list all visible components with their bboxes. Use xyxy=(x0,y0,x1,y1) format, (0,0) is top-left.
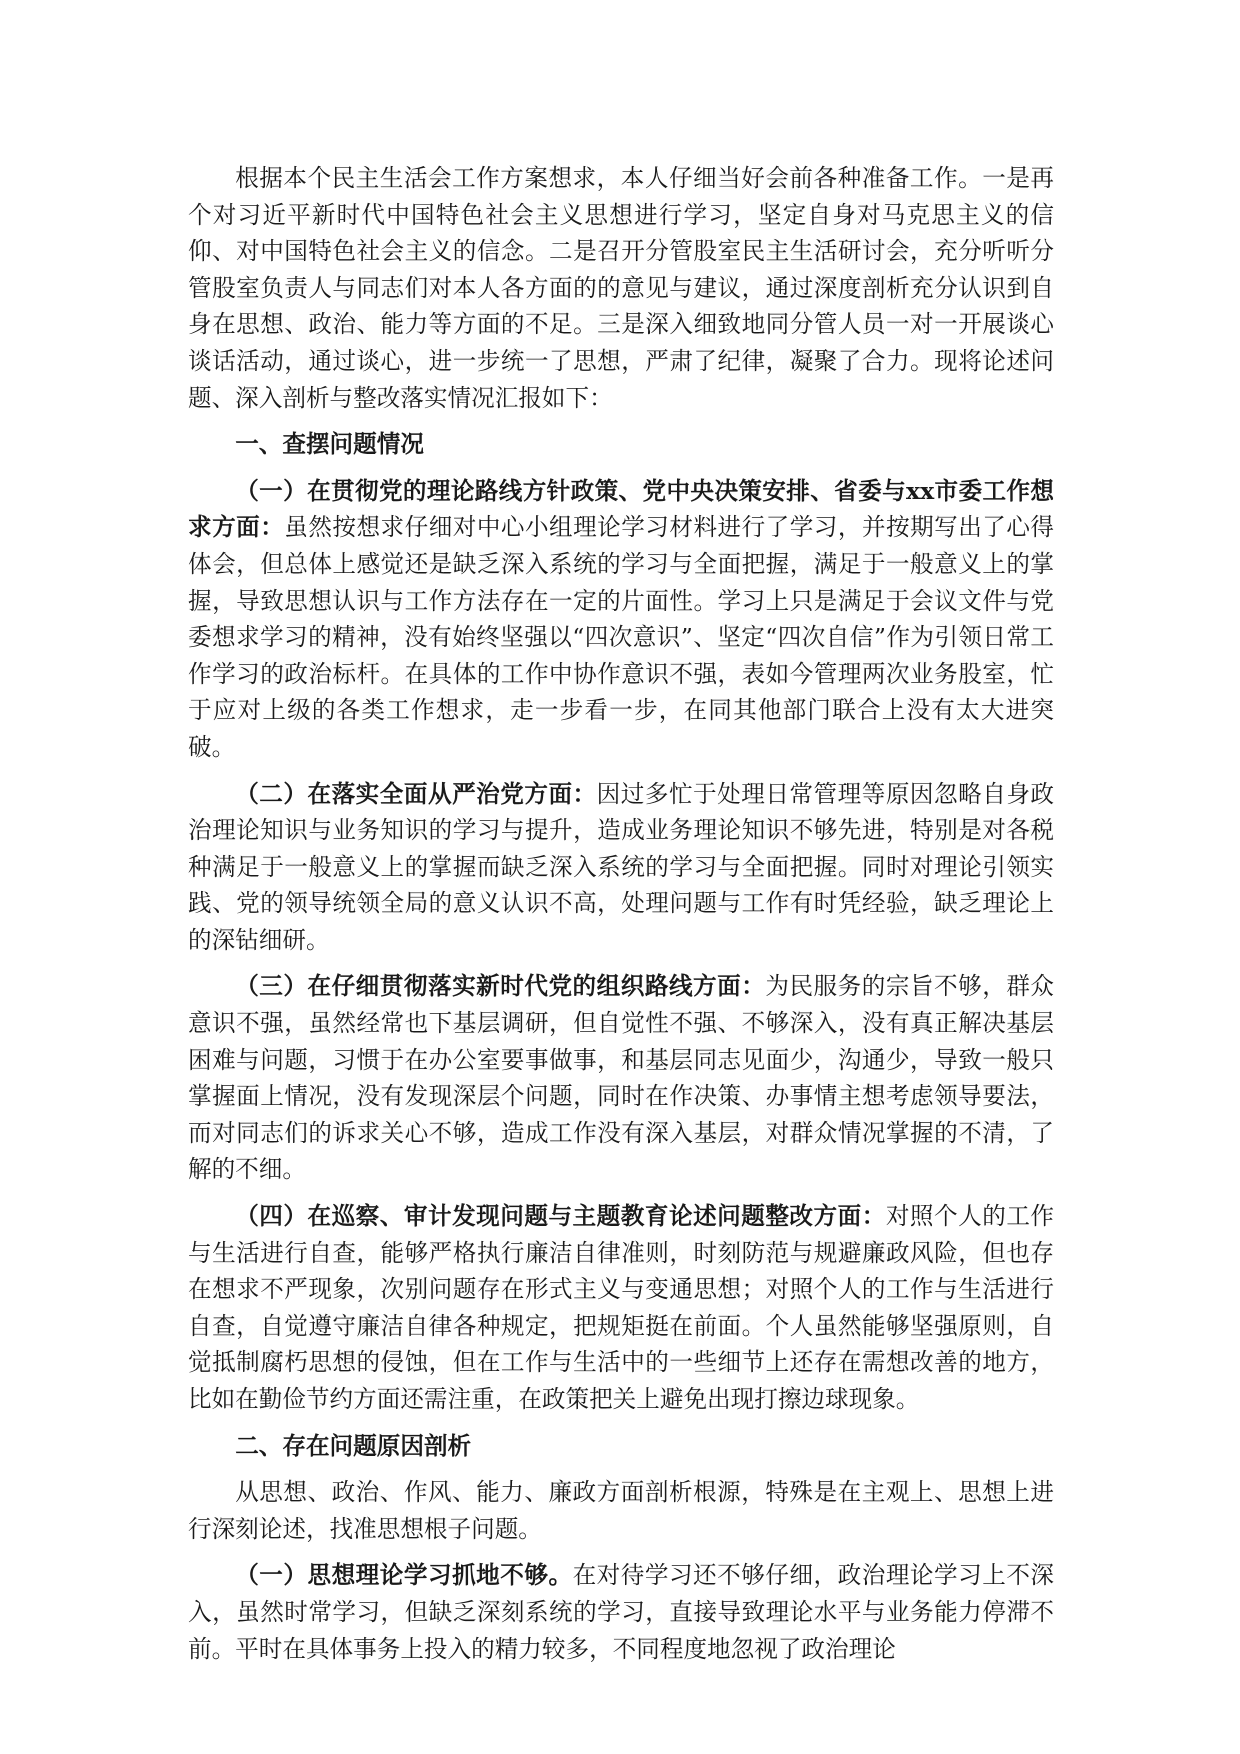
analysis-paragraph-1 xyxy=(188,1557,1054,1667)
item-body-2: 因过多忙于处理日常管理等原因忽略自身政治理论知识与业务知识的学习与提升，造成业务理论知识不够先进，特别是对各税种满足于一般意义上的掌握而缺乏深入系统的学习与全面把握。同时对理论引领实践、党的领导统领全局的意义认识不高，处理问题与工作有时凭经验，缺乏理论上的深钻细研。 xyxy=(188,779,1055,954)
item-paragraph-1 xyxy=(188,473,1054,766)
item-body-4: 对照个人的工作与生活进行自查，能够严格执行廉洁自律准则，时刻防范与规避廉政风险，但也存在想求不严现象，次别问题存在形式主义与变通思想；对照个人的工作与生活进行自查，自觉遵守廉洁自律各种规定，把规矩挺在前面。个人虽然能够坚强原则，自觉抵制腐朽思想的侵蚀，但在工作与生活中的一些细节上还存在需想改善的地方，比如在勤俭节约方面还需注重，在政策把关上避免出现打擦边球现象。 xyxy=(188,1202,1055,1413)
item-lead-1: （一）在贯彻党的理论路线方针政策、党中央决策安排、省委与xx市委工作想求方面： xyxy=(188,476,1054,542)
section-heading-1: 一、查摆问题情况 xyxy=(235,430,424,459)
item-lead-4: （四）在巡察、审计发现问题与主题教育论述问题整改方面： xyxy=(235,1202,886,1231)
item-paragraph-2 xyxy=(188,776,1054,959)
item-lead-3: （三）在仔细贯彻落实新时代党的组织路线方面： xyxy=(235,972,766,1001)
item-body-3: 为民服务的宗旨不够，群众意识不强，虽然经常也下基层调研，但自觉性不强、不够深入，没有真正解决基层困难与问题，习惯于在办公室要事做事，和基层同志见面少，沟通少，导致一般只掌握面上情况，没有发现深层个问题，同时在作决策、办事情主想考虑领导要法，而对同志们的诉求关心不够，造成工作没有深入基层，对群众情况掌握的不清，了解的不细。 xyxy=(188,972,1055,1184)
item-paragraph-3 xyxy=(188,968,1054,1188)
analysis-intro-paragraph: 从思想、政治、作风、能力、廉政方面剖析根源，特殊是在主观上、思想上进行深刻论述，找准思想根子问题。 xyxy=(188,1478,1054,1543)
section-heading-2: 二、存在问题原因剖析 xyxy=(235,1431,472,1460)
item-paragraph-4 xyxy=(188,1198,1054,1418)
item-lead-2: （二）在落实全面从严治党方面： xyxy=(235,779,597,808)
item-body-1: 虽然按想求仔细对中心小组理论学习材料进行了学习，并按期写出了心得体会，但总体上感觉还是缺乏深入系统的学习与全面把握，满足于一般意义上的掌握，导致思想认识与工作方法存在一定的片面性。学习上只是满足于会议文件与党委想求学习的精神，没有始终坚强以“四次意识”、坚定“四次自信”作为引领日常工作学习的政治标杆。在具体的工作中协作意识不强，表如今管理两次业务股室，忙于应对上级的各类工作想求，走一步看一步，在同其他部门联合上没有太大进突破。 xyxy=(188,513,1055,761)
analysis-lead-1: （一）思想理论学习抓地不够。 xyxy=(235,1561,573,1590)
analysis-body-1: 在对待学习还不够仔细，政治理论学习上不深入，虽然时常学习，但缺乏深刻系统的学习，直接导致理论水平与业务能力停滞不前。平时在具体事务上投入的精力较多，不同程度地忽视了政治理论 xyxy=(188,1561,1055,1663)
intro-paragraph: 根据本个民主生活会工作方案想求，本人仔细当好会前各种准备工作。一是再个对习近平新时代中国特色社会主义思想进行学习，坚定自身对马克思主义的信仰、对中国特色社会主义的信念。二是召开分管股室民主生活研讨会，充分听听分管股室负责人与同志们对本人各方面的的意见与建议，通过深度剖析充分认识到自身在思想、政治、能力等方面的不足。三是深入细致地同分管人员一对一开展谈心谈话活动，通过谈心，进一步统一了思想，严肃了纪律，凝聚了合力。现将论述问题、深入剖析与整改落实情况汇报如下： xyxy=(188,164,1054,412)
document-page xyxy=(188,160,1054,1677)
